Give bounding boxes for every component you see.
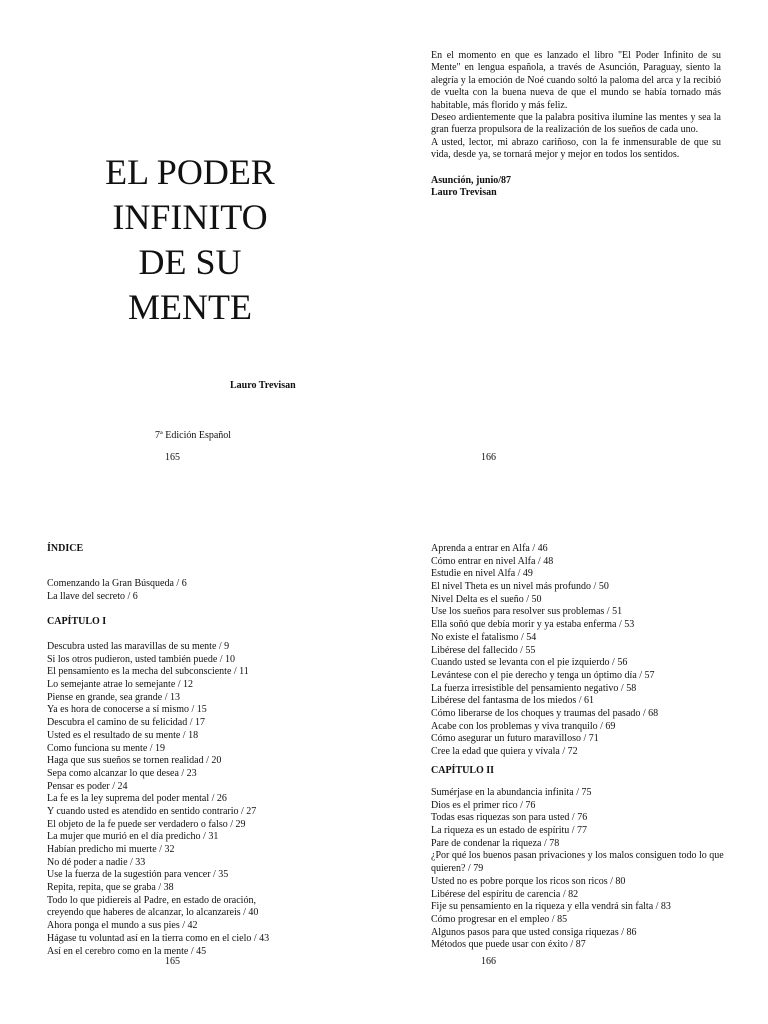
list-item: La fuerza irresistible del pensamiento negativo / 58 [431,682,637,694]
chapter-list [431,543,658,759]
list-item: Usted no es pobre porque los ricos son ricos / 80 [431,875,626,887]
list-item: ¿Por qué los buenos pasan privaciones y los malos consiguen todo lo que quieren? / 79 [431,850,724,875]
dedication-paragraph: En el momento en que es lanzado el libro "El Poder Infinito de su Mente" en lengua española, a través de Asunción, Paraguay, siento la alegría y la emoción de Noé cuando soltó la paloma del arca y la recibió de vuelta con la buena nueva de que el mundo se había tornado más habitable, más florido y más feliz. [431,50,721,111]
page-number: 166 [481,956,496,967]
list-item: Ya es hora de conocerse a sí mismo / 15 [47,704,207,716]
list-item: Haga que sus sueños se tornen realidad / 20 [47,755,222,767]
list-item: Lo semejante atrae lo semejante / 12 [47,679,194,691]
list-item: Ella soñó que debía morir y ya estaba enferma / 53 [431,619,635,631]
list-item: Así en el cerebro como en la mente / 45 [47,945,207,957]
list-item: Si los otros pudieron, usted también puede / 10 [47,653,236,665]
index-heading: ÍNDICE [47,543,84,554]
title-line: EL PODER [105,152,275,192]
list-item: Dios es el primer rico / 76 [431,799,536,811]
list-item: Acabe con los problemas y viva tranquilo / 69 [431,720,616,732]
list-item: Pensar es poder / 24 [47,780,128,792]
list-item: Como funciona su mente / 19 [47,742,166,754]
book-title [70,150,310,330]
list-item: Habían predicho mi muerte / 32 [47,844,175,855]
list-item: Usted es el resultado de su mente / 18 [47,729,199,741]
list-item: La llave del secreto / 6 [47,590,138,602]
list-item: Cuando usted se levanta con el pie izquierdo / 56 [431,657,628,669]
page-number: 166 [481,452,496,463]
list-item: Estudie en nivel Alfa / 49 [431,568,533,580]
list-item: Comenzando la Gran Búsqueda / 6 [47,578,187,589]
list-item: Nivel Delta es el sueño / 50 [431,593,542,605]
dedication-paragraph: A usted, lector, mi abrazo cariñoso, con la fe inmensurable de que su vida, desde ya, se tornará mejor y mejor en todos los sentidos. [431,136,721,161]
page-number: 165 [165,956,180,967]
title-line: DE SU [138,242,242,282]
author-name: Lauro Trevisan [230,380,296,391]
list-item: Piense en grande, sea grande / 13 [47,691,181,703]
list-item: Cómo progresar en el empleo / 85 [431,913,568,925]
list-item: Sumérjase en la abundancia infinita / 75 [431,787,592,798]
list-item: Libérese del espíritu de carencia / 82 [431,888,579,900]
title-line: INFINITO [112,197,268,237]
list-item: Levántese con el pie derecho y tenga un óptimo día / 57 [431,669,655,681]
list-item: Algunos pasos para que usted consiga riquezas / 86 [431,926,637,938]
chapter-list [431,787,731,952]
chapter-heading: CAPÍTULO I [47,616,107,627]
list-item: Cómo liberarse de los choques y traumas del pasado / 68 [431,707,659,719]
list-item: Fije su pensamiento en la riqueza y ella vendrá sin falta / 83 [431,901,671,913]
list-item: La mujer que murió en el día predicho / 31 [47,831,219,843]
list-item: Cree la edad que quiera y vívala / 72 [431,746,578,757]
list-item: La fe es la ley suprema del poder mental / 26 [47,793,227,805]
index-intro-list [47,578,187,603]
list-item: creyendo que haberes de alcanzar, lo alcanzareis / 40 [47,907,259,919]
signature-date: Asunción, junio/87 [431,175,512,186]
list-item: Todo lo que pidiereis al Padre, en estado de oración, [47,894,256,906]
list-item: Ahora ponga el mundo a sus pies / 42 [47,920,198,932]
list-item: Sepa como alcanzar lo que desea / 23 [47,767,197,779]
list-item: El nivel Theta es un nivel más profundo / 50 [431,581,609,593]
list-item: El objeto de la fe puede ser verdadero o falso / 29 [47,818,246,830]
list-item: Cómo entrar en nivel Alfa / 48 [431,555,554,567]
list-item: Todas esas riquezas son para usted / 76 [431,812,588,824]
list-item: Y cuando usted es atendido en sentido contrario / 27 [47,805,257,817]
list-item: Hágase tu voluntad así en la tierra como en el cielo / 43 [47,932,270,944]
list-item: Métodos que puede usar con éxito / 87 [431,939,586,951]
list-item: Pare de condenar la riqueza / 78 [431,837,560,849]
list-item: Cómo asegurar un futuro maravilloso / 71 [431,733,599,745]
list-item: No existe el fatalismo / 54 [431,631,537,643]
chapter-list [47,641,269,958]
signature-name: Lauro Trevisan [431,187,497,199]
list-item: Use los sueños para resolver sus problemas / 51 [431,606,623,618]
list-item: Use la fuerza de la sugestión para vencer / 35 [47,869,229,881]
title-line: MENTE [128,287,252,327]
list-item: Aprenda a entrar en Alfa / 46 [431,543,548,554]
dedication-paragraph: Deseo ardientemente que la palabra positiva ilumine las mentes y sea la gran fuerza propulsora de la realización de los sueños de cada uno. [431,112,721,136]
signature [431,175,511,200]
list-item: La riqueza es un estado de espíritu / 77 [431,825,588,837]
dedication-text [431,50,721,162]
list-item: Descubra usted las maravillas de su mente / 9 [47,641,230,652]
list-item: El pensamiento es la mecha del subconsciente / 11 [47,666,249,678]
edition-label: 7ª Edición Español [155,430,232,441]
list-item: Libérese del fallecido / 55 [431,644,536,656]
chapter-heading: CAPÍTULO II [431,765,495,776]
list-item: No dé poder a nadie / 33 [47,856,146,868]
list-item: Descubra el camino de su felicidad / 17 [47,717,205,729]
list-item: Repita, repita, que se graba / 38 [47,882,174,894]
page-number: 165 [165,452,180,463]
list-item: Libérese del fantasma de los miedos / 61 [431,695,595,707]
